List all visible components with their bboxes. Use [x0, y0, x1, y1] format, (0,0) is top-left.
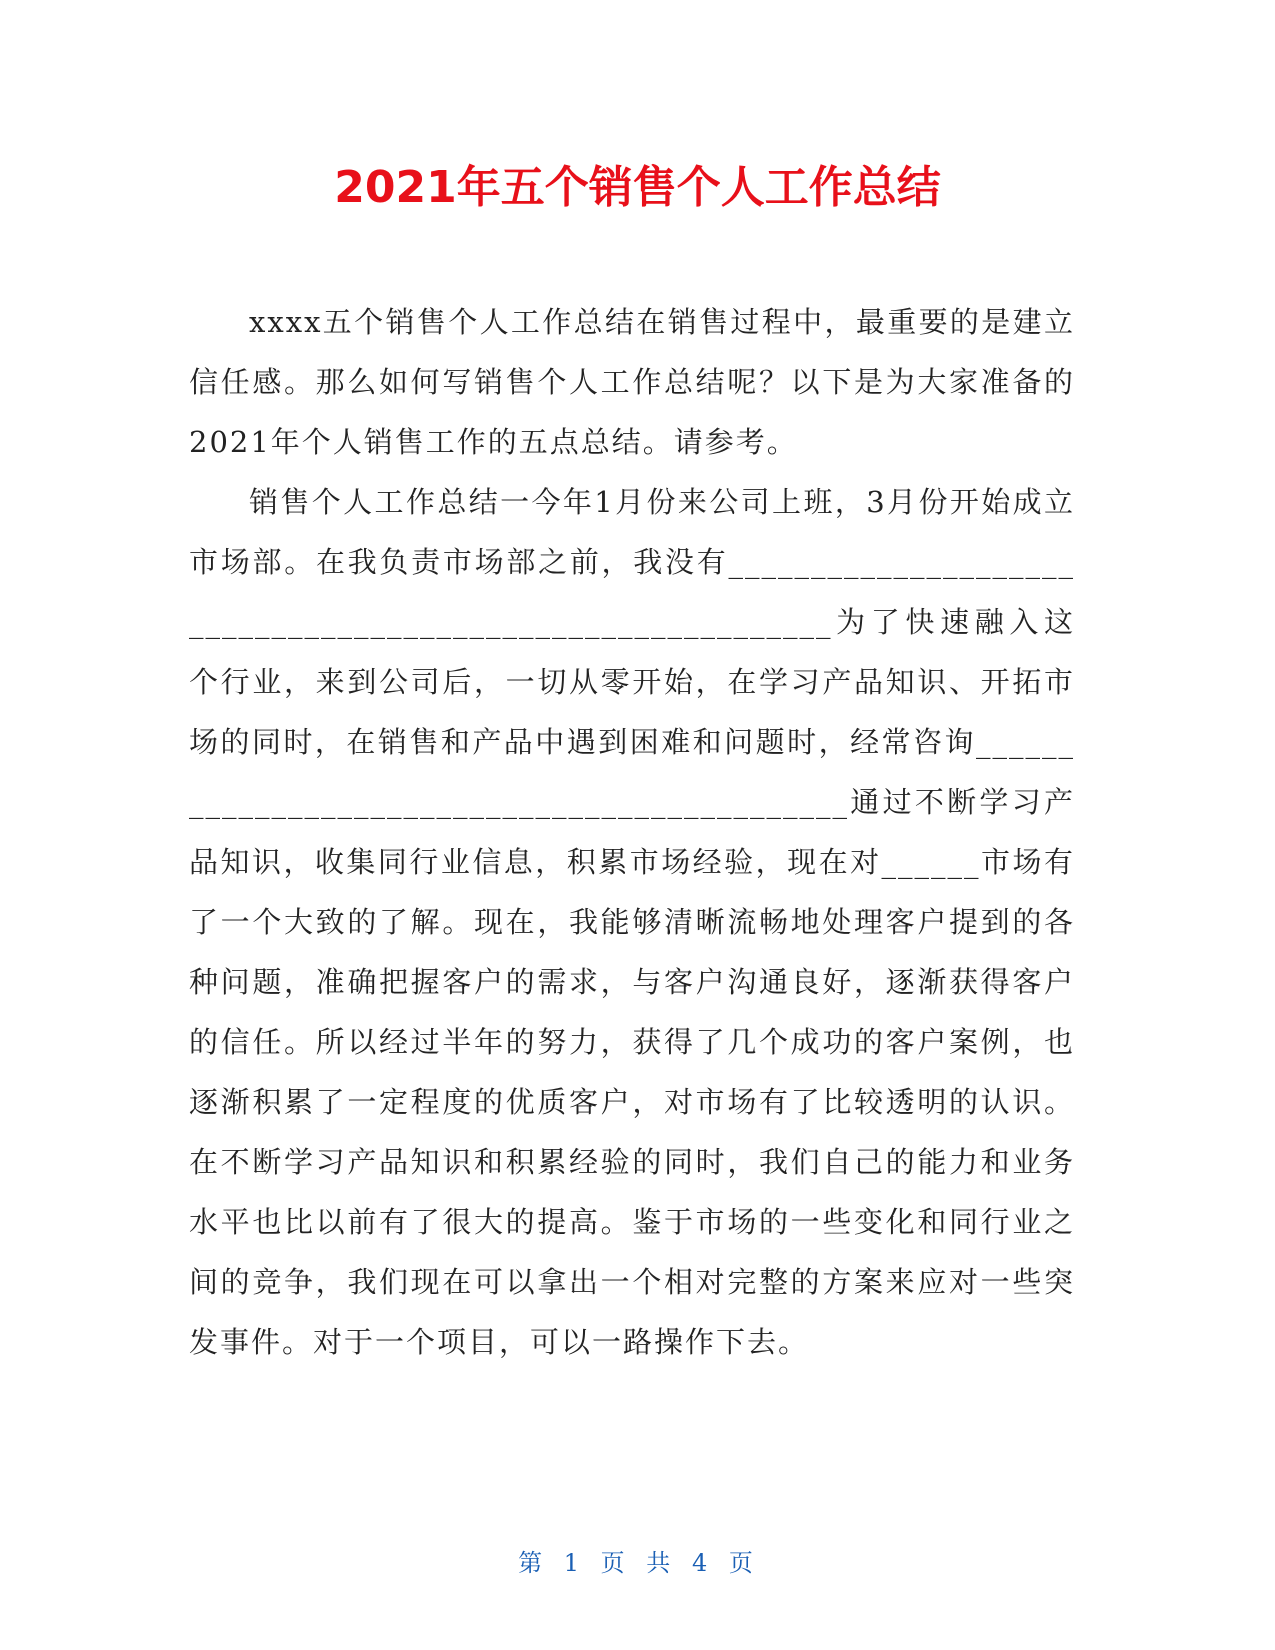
document-title: 2021年五个销售个人工作总结 [334, 162, 941, 213]
paragraph-summary-one: 销售个人工作总结一今年1月份来公司上班，3月份开始成立市场部。在我负责市场部之前，我没有____________________________________________________________为了快速融入这个行业，来到公司后，一切从零开始，在学习产品知识、开拓市场的同时，在销售和产品中遇到困难和问题时，经常咨询______________________________________________通过不断学习产品知识，收集同行业信息，积累市场经验，现在对______市场有了一个大致的了解。现在，我能够清晰流畅地处理客户提到的各种问题，准确把握客户的需求，与客户沟通良好，逐渐获得客户的信任。所以经过半年的努力，获得了几个成功的客户案例，也逐渐积累了一定程度的优质客户，对市场有了比较透明的认识。在不断学习产品知识和积累经验的同时，我们自己的能力和业务水平也比以前有了很大的提高。鉴于市场的一些变化和同行业之间的竞争，我们现在可以拿出一个相对完整的方案来应对一些突发事件。对于一个项目，可以一路操作下去。 [189, 485, 1075, 1359]
paragraph-intro: xxxx五个销售个人工作总结在销售过程中，最重要的是建立信任感。那么如何写销售个人工作总结呢？以下是为大家准备的2021年个人销售工作的五点总结。请参考。 [189, 305, 1075, 459]
page-indicator: 第 1 页 共 4 页 [518, 1549, 757, 1577]
document-body [189, 292, 1075, 1372]
